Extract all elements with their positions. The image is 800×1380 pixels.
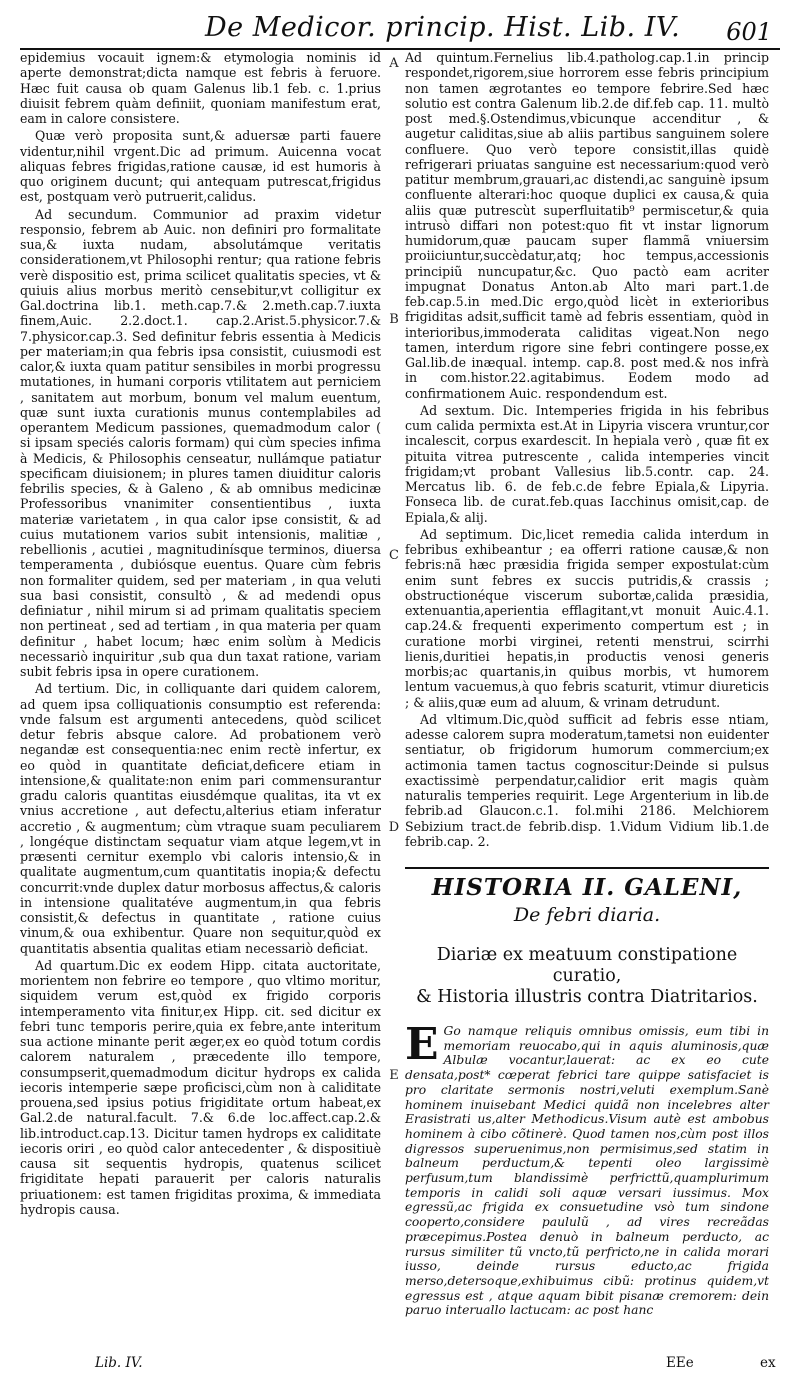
- right-column: [405, 50, 769, 1344]
- section-heading-line-1: Diariæ ex meatuum constipatione curatio,: [436, 945, 738, 986]
- historia-subtitle: De febri diaria.: [513, 904, 661, 926]
- right-paragraph-1: Ad quintum.Fernelius lib.4.patholog.cap.1.in princip respondet,rigorem,siue horrorem esse febris principium non tamen ægrotantes eo tempore febrire.Sed hæc solutio est contra Galenum lib.2.de dif.feb cap. 11. multò post med.§.Ostendimus,vbicunque accenditur , & augetur caliditas,siue ab aliis partibus sanguinem solere confluere. Quo verò tepore consistit,illas quidè refrigerari priuatas sanguine est necessarium:quod verò patitur membrum,grauari,ac distendi,ac sanguinè ipsum confluente alterari:hoc quoque duplici ex causa,& quia aliis quæ putrescùt superfluitatib⁹ permiscetur,& quia intrusò diffari non potest:quo fit vt instar lignorum humidorum,quæ paucam super flammã vniuersim proiiciuntur,succèdatur,atq; hoc tempus,accessionis principiũ nuncupatur,&c. Quo pactò eam acriter impugnat Donatus Anton.ab Alto mari part.1.de feb.cap.5.in med.Dic ergo,quòd licèt in exterioribus frigiditas adsit,sufficit tamè ad febris essentiam, quòd in interioribus,immoderata caliditas vigeat.Non nego tamen, interdum rigore sine febri contingere posse,ex Gal.lib.de inæqual. intemp. cap.8. post med.& nos infrà in com.histor.22.agitabimus. Eodem modo ad confirmationem Auic. respondendum est.: [405, 50, 769, 401]
- drop-cap: E: [405, 1019, 439, 1070]
- margin-letter-d: D: [388, 820, 400, 835]
- margin-letters: [384, 50, 404, 1350]
- margin-letter-a: A: [389, 56, 399, 71]
- footer-signature-mark: EEe: [666, 1355, 694, 1371]
- section-heading-line-2: & Historia illustris contra Diatritarios.: [416, 987, 758, 1007]
- right-paragraph-3: Ad septimum. Dic,licet remedia calida interdum in febribus exhibeantur ; ea offerri ratione causæ,& non febris:nã hæc præsidia frigida semper expostulat:cùm enim sunt febres ex succis putridis,& crassis ; obstructionéque viscerum subortæ,calida præsidia, extenuantia,aperientia efflagitant,vt monuit Auic.4.1. cap.24.& frequenti experimento compertum est ; in curatione morbi virginei, retenti menstrui, scirrhi lienis,duritiei hepatis,in productis venosi generis morbis;ac quartanis,in quibus morbis, vt humorem lentum vacuemus,à quo febris scaturit, vtimur diureticis ; & aliis,quæ eum ad aluum, & vrinam detrudunt.: [405, 526, 769, 710]
- historia-paragraph: [405, 1019, 769, 1318]
- margin-letter-b: B: [389, 312, 399, 327]
- footer-left-signature: Lib. IV.: [95, 1355, 143, 1371]
- left-column: [20, 50, 381, 1350]
- right-paragraph-2: Ad sextum. Dic. Intemperies frigida in his febribus cum calida permixta est.At in Lipyria viscera vruntur,cor incalescit, corpus exardescit. In hepiala verò , quæ fit ex pituita vitrea putrescente , calida intemperies vincit frigidam;vt probant Vallesius lib.5.contr. cap. 24. Mercatus lib. 6. de feb.c.de febre Epiala,& Lipyria. Fonseca lib. de curat.feb.quas Iacchinus omisit,cap. de Epiala,& alij.: [405, 402, 769, 525]
- right-paragraph-4: Ad vltimum.Dic,quòd sufficit ad febris esse ntiam, adesse calorem supra moderatum,tametsi non euidenter sentiatur, ob frigidorum humorum commercium;ex actimonia tamen tactus cognoscitur:Deinde si pulsus exactissimè perpendatur,calidior erit magis quàm naturalis temperies requirit. Lege Argenterium in lib.de febrib.ad Glaucon.c.1. fol.mihi 2186. Melchiorem Sebizium tract.de febrib.disp. 1.Vidum Vidium lib.1.de febrib.cap. 2.: [405, 711, 769, 849]
- page-header: [0, 0, 800, 48]
- left-paragraph-2: Quæ verò proposita sunt,& aduersæ parti fauere videntur,nihil vrgent.Dic ad primum. Auicenna vocat aliquas febres frigidas,ratione causæ, id est humoris à quo originem ducunt; qui antequam putrescat,frigidus est, postquam verò putruerit,calidus.: [20, 128, 381, 205]
- left-paragraph-1: epidemius vocauit ignem:& etymologia nominis id aperte demonstrat;dicta namque est febris à feruore. Hæc fuit causa ob quam Galenus lib.1 feb. c. 1.prius diuisit febrem quàm definiit, quoniam manifestum erat, eam in calore consistere.: [20, 50, 381, 126]
- running-title: De Medicor. princip. Hist. Lib. IV.: [205, 12, 681, 43]
- footer-catchword: ex: [760, 1355, 776, 1371]
- margin-letter-e: E: [389, 1068, 399, 1083]
- historia-body: Go namque reliquis omnibus omissis, eum tibi in memoriam reuocabo,qui in aquis aluminosis,quæ Albulæ vocantur,lauerat: ac ex eo cute densata,post* cœperat febrici tare quippe satisfaciet is pro claritate sermonis nostri,veluti exemplum.Sanè hominem inuisebant Medici quidã non incelebres alter Erasistrati us,alter Methodicus.Visum autè est ambobus hominem à cibo cõtinerè. Quod tamen nos,cùm post illos digressos superuenimus,non permisimus,sed statim in balneum perductum,& tepenti oleo largissimè perfusum,tum blandissimè perfricttũ,quamplurimum temporis in calidi soli aquæ versari iussimus. Mox egressũ,ac frigida ex consuetudine vsò tum sindone cooperto,considere paululũ , ad vires recreãdas præcepimus.Postea denuò in balneum perducto, ac rursus similiter tũ vncto,tũ perfricto,ne in calida morari iusso, deinde rursus educto,ac frigida merso,detersoque,exhibuimus cibũ: protinus quidem,vt egressus est , atque aquam bibit pisanæ cremorem: dein paruo interuallo lactucam: ac post hanc: [405, 1024, 769, 1318]
- left-paragraph-5: Ad quartum.Dic ex eodem Hipp. citata auctoritate, morientem non febrire eo tempore , quo vltimo moritur, siquidem verum est,quòd ex frigido corporis intemperamento vita finitur,ex Hipp. cit. sed dicitur ex febri tunc temporis perire,quia ex febre,ante interitum sua actione minante perit æger,ex eo quòd totum cordis calorem naturalem , præcedente illo tempore, consumpserit,quemadmodum dicitur hydrops ex calida iecoris intemperie sæpe proficisci,cùm non à caliditate prouena,sed ipsius potius frigiditate ortum habeat,ex Gal.2.de natural.facult. 7.& 6.de loc.affect.cap.2.& lib.introduct.cap.13. Dicitur tamen hydrops ex caliditate iecoris oriri , eo quòd calor antecedenter , & dispositiuè causa sit sequentis hydropis, quatenus scilicet frigiditate hepati parauerit per caloris naturalis priuationem: est tamen frigiditas proxima, & immediata hydropis causa.: [20, 957, 381, 1217]
- left-paragraph-4: Ad tertium. Dic, in colliquante dari quidem calorem, ad quem ipsa colliquationis consumptio est referenda: vnde falsum est argumenti antecedens, quòd scilicet detur febris absque calore. Ad probationem verò negandæ est consequentia:nec enim rectè infertur, ex eo quòd in quantitate deficiat,deficere etiam in intensione,& qualitate:non enim pari commensurantur gradu caloris quantitas eiusdémque qualitas, ita vt ex vnius accretione , aut defectu,alterius etiam inferatur accretio , & augmentum; cùm vtraque suam peculiarem , longéque distinctam sequatur viam atque legem,vt in præsenti cernitur exemplo vbi caloris intensio,& in qualitate augmentum,cum quantitatis inopia;& defectu concurrit:vnde duplex datur morbosus affectus,& caloris in intensione qualitatéve augmentum,in qua febris consistit,& defectus in quantitate , ratione cuius vinum,& oua exhibentur. Quare non sequitur,quòd ex quantitatis absentia qualitas etiam necessariò deficiat.: [20, 681, 381, 956]
- historia-title: HISTORIA II. GALENI,: [405, 867, 769, 901]
- historia-text: [405, 1019, 769, 1318]
- margin-letter-c: C: [389, 548, 399, 563]
- left-paragraph-3: Ad secundum. Communior ad praxim videtur responsio, febrem ab Auic. non definiri pro formalitate sua,& iuxta nudam, absolutámque veritatis considerationem,vt Philosophi rentur; qua ratione febris verè dispositio est, prima scilicet qualitatis species, vt & quiuis alius morbus meritò censebitur,vt colligitur ex Gal.doctrina lib.1. meth.cap.7.& 2.meth.cap.7.iuxta finem,Auic. 2.2.doct.1. cap.2.Arist.5.physicor.7.& 7.physicor.cap.3. Sed definitur febris essentia à Medicis per materiam;in qua febris ipsa consistit, cuiusmodi est calor,& iuxta quam patitur sensibiles in morbi progressu mutationes, in humani corporis vtilitatem aut perniciem , sanitatem aut morbum, bonum vel malum euentum, quæ sunt iuxta curationis munus contemplabiles ad operantem Medicum passiones, quemadmodum calor ( si ipsam speciés caloris formam) qui cùm species infima à Medicis, & Philosophis censeatur, nullámque patiatur specificam diuisionem; in plures tamen diuiditur caloris febrilis species, & à Galeno , & ab omnibus medicinæ Professoribus vnanimiter consentientibus , iuxta materiæ varietatem , in qua calor ipse consistit, & ad cuius mutationem varios subit intensionis, malitiæ , rebellionis , acutiei , magnitudinísque terminos, diuersa temperamenta , dubiósque euentus. Quare cùm febris non formaliter quidem, sed per materiam , in qua veluti sua basi consistit, consultò , & ad medendi opus definiatur , nihil mirum si ad primam qualitatis speciem non pertineat , sed ad tertiam , in qua materia per quam definitur , habet locum; hæc enim solùm à Medicis necessariò inquiritur ,sub qua dun taxat ratione, variam subit febris ipsa in opere curationem.: [20, 206, 381, 679]
- page-number: 601: [726, 18, 772, 46]
- section-heading: [405, 945, 769, 1008]
